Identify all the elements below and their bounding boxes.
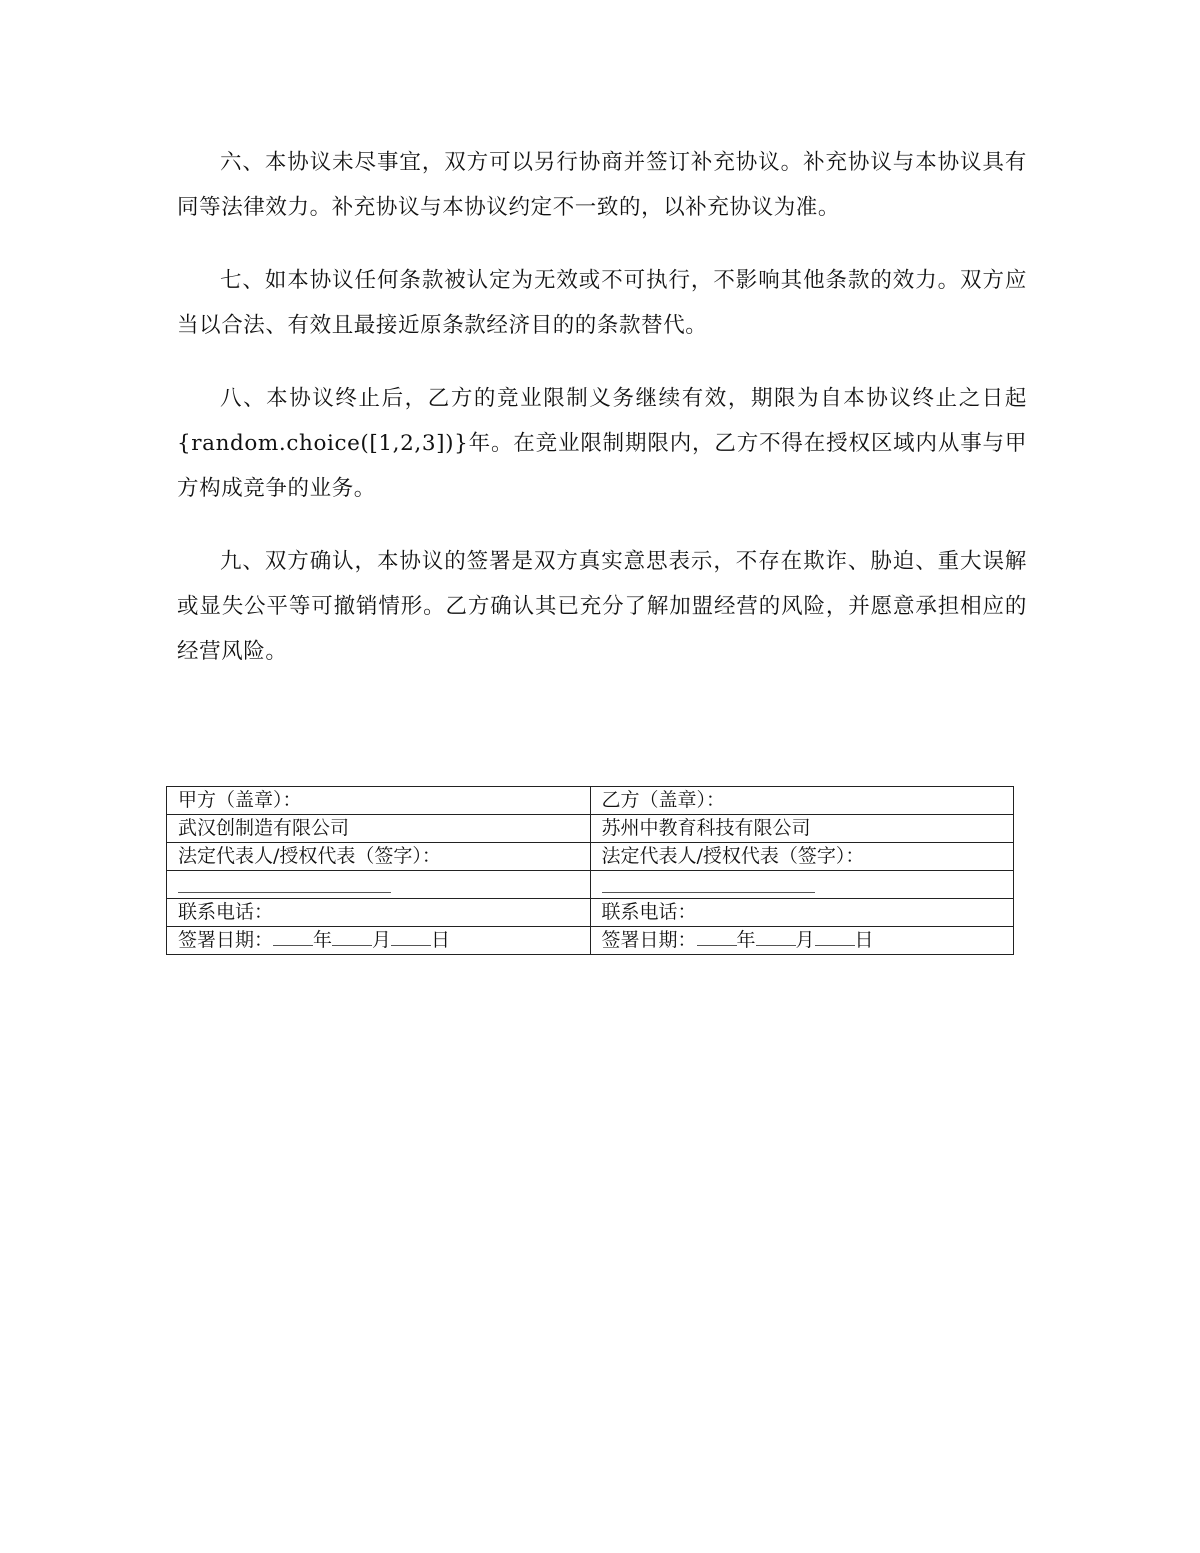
party-a-year-label: 年 [313, 929, 333, 951]
party-b-signature-line [602, 878, 815, 893]
party-b-month-blank [756, 927, 796, 946]
party-b-year-blank [697, 927, 737, 946]
party-a-rep-label: 法定代表人/授权代表（签字）： [167, 843, 591, 871]
party-b-phone-label: 联系电话： [590, 899, 1014, 927]
party-a-month-label: 月 [372, 929, 392, 951]
table-row [167, 899, 1014, 927]
party-a-header: 甲方（盖章）： [167, 787, 591, 815]
party-a-company: 武汉创制造有限公司 [167, 815, 591, 843]
party-a-day-label: 日 [431, 929, 451, 951]
table-row [167, 787, 1014, 815]
party-b-year-label: 年 [736, 929, 756, 951]
party-a-day-blank [391, 927, 431, 946]
table-row [167, 927, 1014, 955]
party-a-signature-cell [167, 871, 591, 899]
party-b-date [590, 927, 1014, 955]
party-a-year-blank [273, 927, 313, 946]
party-b-company: 苏州中教育科技有限公司 [590, 815, 1014, 843]
party-b-rep-label: 法定代表人/授权代表（签字）： [590, 843, 1014, 871]
clause-9: 九、双方确认，本协议的签署是双方真实意思表示，不存在欺诈、胁迫、重大误解或显失公平等可撤销情形。乙方确认其已充分了解加盟经营的风险，并愿意承担相应的经营风险。 [177, 549, 1027, 664]
clause-7: 七、如本协议任何条款被认定为无效或不可执行，不影响其他条款的效力。双方应当以合法、有效且最接近原条款经济目的的条款替代。 [177, 268, 1027, 338]
clause-6: 六、本协议未尽事宜，双方可以另行协商并签订补充协议。补充协议与本协议具有同等法律效力。补充协议与本协议约定不一致的，以补充协议为准。 [177, 150, 1027, 220]
party-a-date-label: 签署日期： [178, 929, 274, 951]
party-a-signature-line [178, 878, 391, 893]
table-row [167, 843, 1014, 871]
signature-table [166, 786, 1014, 955]
party-b-month-label: 月 [795, 929, 815, 951]
party-b-header: 乙方（盖章）： [590, 787, 1014, 815]
party-b-signature-cell [590, 871, 1014, 899]
party-b-day-blank [815, 927, 855, 946]
party-b-date-label: 签署日期： [601, 929, 697, 951]
party-a-date [167, 927, 591, 955]
agreement-clauses [177, 140, 1027, 702]
clause-8: 八、本协议终止后，乙方的竞业限制义务继续有效，期限为自本协议终止之日起{random.choice([1,2,3])}年。在竞业限制期限内，乙方不得在授权区域内从事与甲方构成竞争的业务。 [177, 386, 1027, 501]
party-b-day-label: 日 [854, 929, 874, 951]
table-row [167, 871, 1014, 899]
party-a-phone-label: 联系电话： [167, 899, 591, 927]
party-a-month-blank [332, 927, 372, 946]
table-row [167, 815, 1014, 843]
